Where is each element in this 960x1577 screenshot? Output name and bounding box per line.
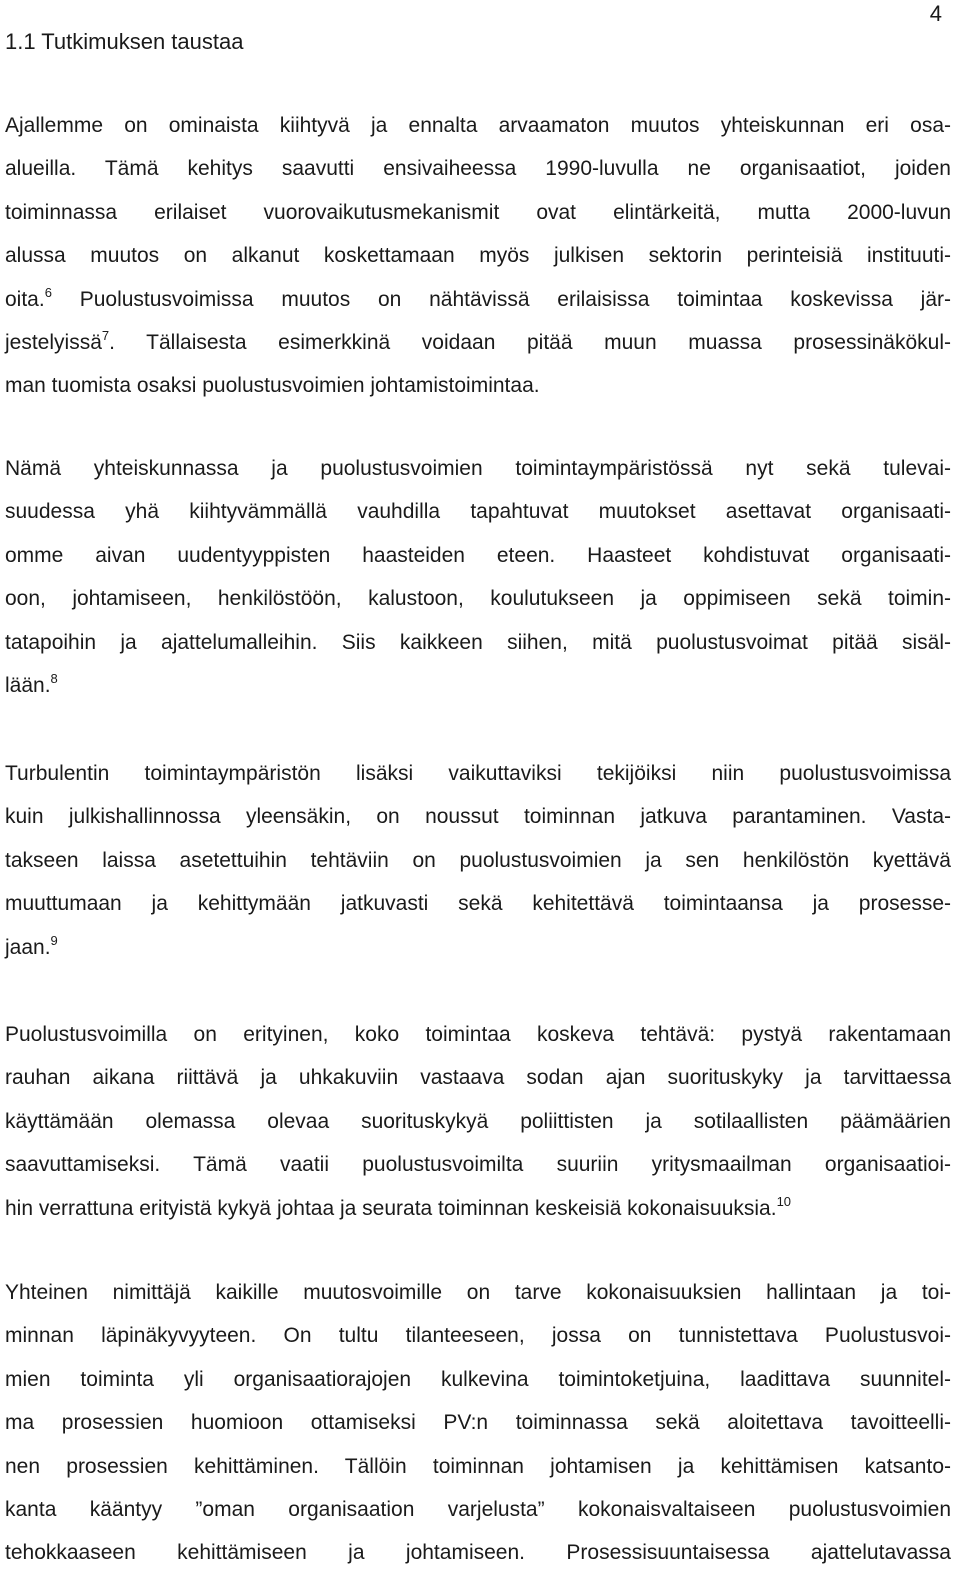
text-line: minnan läpinäkyvyyteen. On tultu tilanteeseen, jossa on tunnistettava Puolustusvoi-	[5, 1324, 951, 1348]
text-line: Turbulentin toimintaympäristön lisäksi vaikuttaviksi tekijöiksi niin puolustusvoimissa	[5, 762, 951, 785]
footnote-marker: 6	[44, 284, 52, 300]
text-segment: Puolustusvoimissa muutos on nähtävissä erilaisissa toimintaa koskevissa jär-	[51, 287, 951, 311]
text-line: Ajallemme on ominaista kiihtyvä ja ennalta arvaamaton muutos yhteiskunnan eri osa-	[5, 114, 951, 137]
text-line: kanta kääntyy ”oman organisaation varjelusta” kokonaisvaltaiseen puolustusvoimien	[5, 1498, 951, 1521]
text-segment: jestelyissä	[5, 331, 102, 354]
text-line: käyttämään olemassa olevaa suorituskykyä poliittisten ja sotilaallisten päämäärien	[5, 1109, 951, 1133]
section-heading: 1.1 Tutkimuksen taustaa	[5, 29, 244, 54]
text-segment: . Tällaisesta esimerkkinä voidaan pitää muun muassa prosessinäkökul-	[109, 331, 951, 354]
text-line: takseen laissa asetettuihin tehtäviin on puolustusvoimien ja sen henkilöstön kyettävä	[5, 848, 951, 872]
text-segment: lään.	[5, 674, 51, 697]
text-segment: hin verrattuna erityistä kykyä johtaa ja seurata toiminnan keskeisiä kokonaisuuksia.	[5, 1196, 777, 1220]
text-segment: oita.	[5, 287, 45, 311]
text-line: toiminnassa erilaiset vuorovaikutusmekanismit ovat elintärkeitä, mutta 2000-luvun	[5, 200, 951, 224]
text-line: alueilla. Tämä kehitys saavutti ensivaiheessa 1990-luvulla ne organisaatiot, joiden	[5, 157, 951, 181]
text-line: kuin julkishallinnossa yleensäkin, on noussut toiminnan jatkuva parantaminen. Vasta-	[5, 805, 951, 829]
text-line: mien toiminta yli organisaatiorajojen kulkevina toimintoketjuina, laadittava suunnitel-	[5, 1367, 951, 1391]
text-line: omme aivan uudentyyppisten haasteiden eteen. Haasteet kohdistuvat organisaati-	[5, 543, 951, 567]
footnote-marker: 7	[101, 328, 110, 343]
text-line: alussa muutos on alkanut koskettamaan myös julkisen sektorin perinteisiä instituuti-	[5, 244, 951, 268]
text-line	[5, 330, 951, 356]
page-number: 4	[929, 1, 942, 26]
footnote-marker: 10	[776, 1193, 792, 1209]
footnote-marker: 9	[50, 932, 58, 948]
text-line: muuttumaan ja kehittymään jatkuvasti sekä kehitettävä toimintaansa ja prosesse-	[5, 892, 951, 916]
text-line: suudessa yhä kiihtyvämmällä vauhdilla tapahtuvat muutokset asettavat organisaati-	[5, 500, 951, 524]
text-line: rauhan aikana riittävä ja uhkakuviin vastaava sodan ajan suorituskyky ja tarvittaessa	[5, 1066, 951, 1090]
text-line: Puolustusvoimilla on erityinen, koko toimintaa koskeva tehtävä: pystyä rakentamaan	[5, 1023, 951, 1046]
text-line	[5, 284, 951, 313]
text-segment: jaan.	[5, 935, 51, 959]
text-line: tehokkaaseen kehittämiseen ja johtamiseen. Prosessisuuntaisessa ajattelutavassa	[5, 1541, 951, 1565]
text-line: Yhteinen nimittäjä kaikille muutosvoimille on tarve kokonaisuuksien hallintaan ja toi-	[5, 1281, 951, 1304]
footnote-marker: 8	[50, 671, 58, 686]
text-line: saavuttamiseksi. Tämä vaatii puolustusvoimilta suuriin yritysmaailman organisaatioi-	[5, 1153, 951, 1177]
text-line	[5, 1193, 951, 1222]
text-line: nen prosessien kehittäminen. Tällöin toiminnan johtamisen ja kehittämisen katsanto-	[5, 1454, 951, 1478]
text-line	[5, 932, 951, 961]
text-line: ma prosessien huomioon ottamiseksi PV:n toiminnassa sekä aloitettava tavoitteelli-	[5, 1411, 951, 1435]
text-line: oon, johtamiseen, henkilöstöön, kalustoon, koulutukseen ja oppimiseen sekä toimin-	[5, 587, 951, 611]
text-line	[5, 673, 951, 699]
text-line: man tuomista osaksi puolustusvoimien johtamistoimintaa.	[5, 374, 540, 398]
text-line: Nämä yhteiskunnassa ja puolustusvoimien toimintaympäristössä nyt sekä tulevai-	[5, 457, 951, 480]
text-line: tatapoihin ja ajattelumalleihin. Siis kaikkeen siihen, mitä puolustusvoimat pitää sisäl-	[5, 630, 951, 654]
